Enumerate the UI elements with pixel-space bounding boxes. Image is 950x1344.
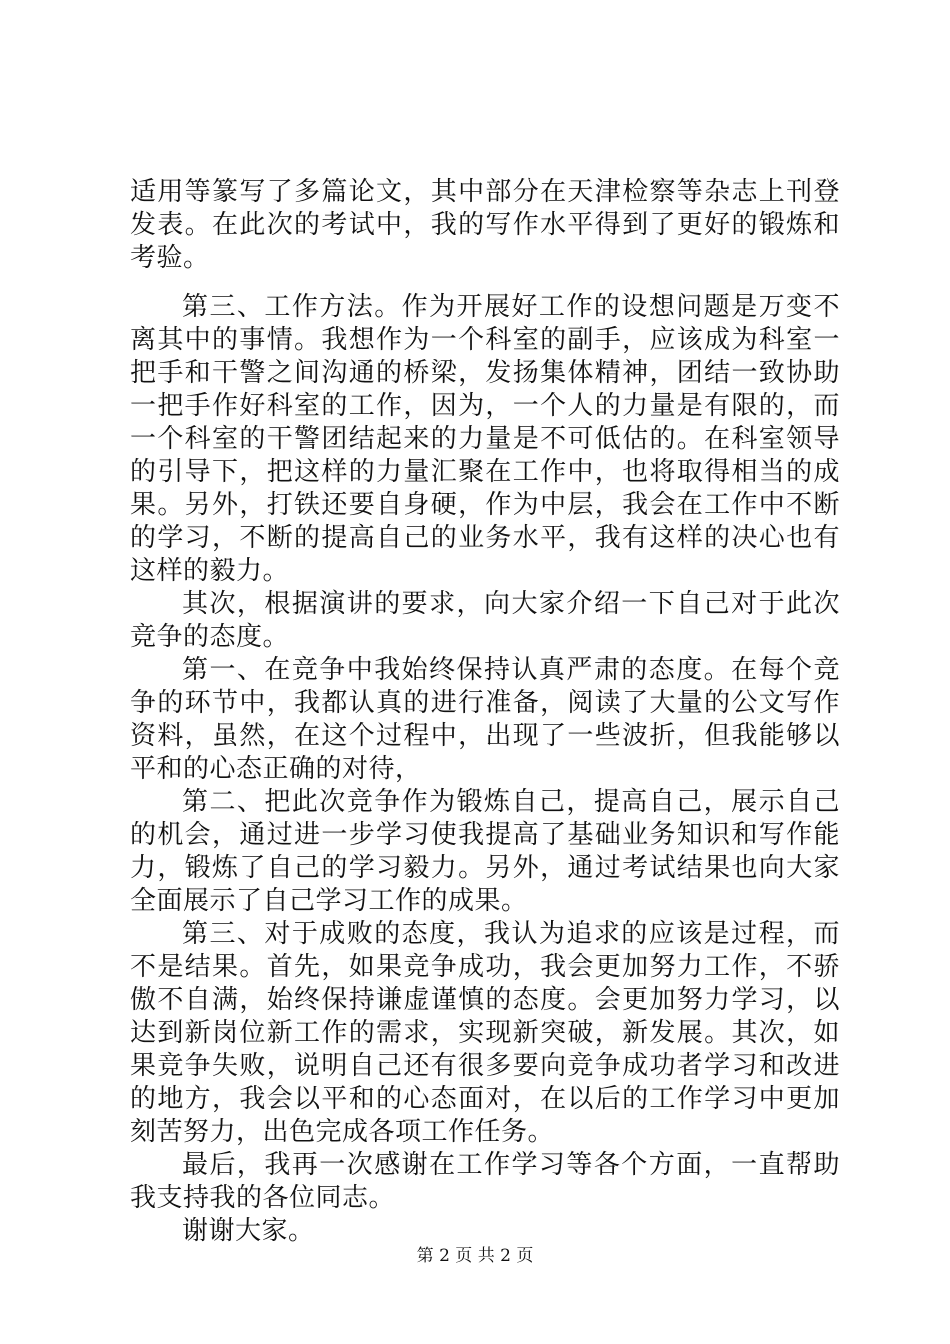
paragraph-8: 谢谢大家。 xyxy=(182,1216,315,1246)
page-number-footer: 第 2 页 共 2 页 xyxy=(416,1246,534,1266)
paragraph-5: 第二、把此次竞争作为锻炼自己，提高自己，展示自己的机会，通过进一步学习使我提高了基础业务知识和写作能力，锻炼了自己的学习毅力。另外，通过考试结果也向大家全面展示了自己学习工作的成果。 xyxy=(130,787,840,916)
paragraph-6: 第三、对于成败的态度，我认为追求的应该是过程，而不是结果。首先，如果竞争成功，我会更加努力工作，不骄傲不自满，始终保持谦虚谨慎的态度。会更加努力学习，以达到新岗位新工作的需求，实现新突破，新发展。其次，如果竞争失败，说明自己还有很多要向竞争成功者学习和改进的地方，我会以平和的心态面对，在以后的工作学习中更加刻苦努力，出色完成各项工作任务。 xyxy=(130,919,840,1147)
paragraph-4: 第一、在竞争中我始终保持认真严肃的态度。在每个竞争的环节中，我都认真的进行准备，阅读了大量的公文写作资料，虽然，在这个过程中，出现了一些波折，但我能够以平和的心态正确的对待， xyxy=(130,655,840,784)
document-body xyxy=(130,176,840,1248)
paragraph-7: 最后，我再一次感谢在工作学习等各个方面，一直帮助我支持我的各位同志。 xyxy=(130,1150,840,1213)
paragraph-2: 第三、工作方法。作为开展好工作的设想问题是万变不离其中的事情。我想作为一个科室的副手，应该成为科室一把手和干警之间沟通的桥梁，发扬集体精神，团结一致协助一把手作好科室的工作，因为，一个人的力量是有限的，而一个科室的干警团结起来的力量是不可低估的。在科室领导的引导下，把这样的力量汇聚在工作中，也将取得相当的成果。另外，打铁还要自身硬，作为中层，我会在工作中不断的学习，不断的提高自己的业务水平，我有这样的决心也有这样的毅力。 xyxy=(130,292,840,586)
paragraph-gap xyxy=(130,275,840,291)
paragraph-3: 其次，根据演讲的要求，向大家介绍一下自己对于此次竞争的态度。 xyxy=(130,589,840,652)
paragraph-1: 适用等篆写了多篇论文，其中部分在天津检察等杂志上刊登发表。在此次的考试中，我的写作水平得到了更好的锻炼和考验。 xyxy=(130,177,840,273)
